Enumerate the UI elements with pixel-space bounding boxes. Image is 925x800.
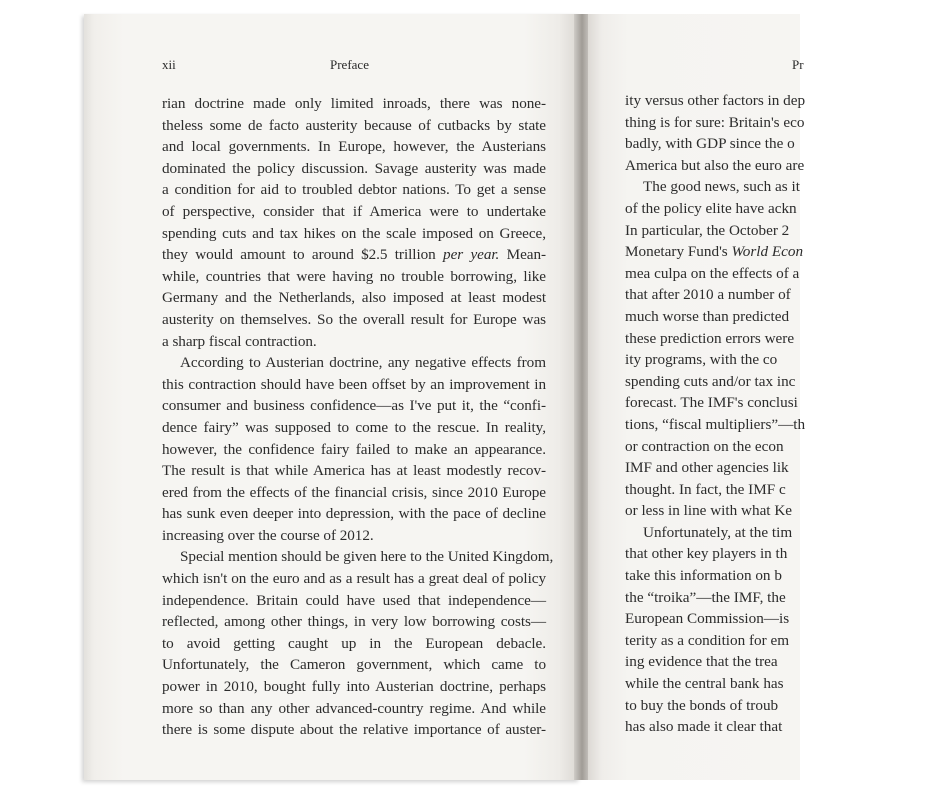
text-line: has also made it clear that bbox=[625, 718, 783, 736]
italic-text: per year. bbox=[443, 246, 500, 264]
text-line: spending cuts and/or tax inc bbox=[625, 372, 796, 390]
text-line: to avoid getting caught up in the European debacle. bbox=[162, 634, 546, 652]
text-line bbox=[162, 244, 546, 266]
text-line: independence. Britain could have used that independence— bbox=[162, 591, 546, 609]
text-line: theless some de facto austerity because of cutbacks by state bbox=[162, 116, 546, 134]
text-line: and local governments. In Europe, however, the Austerians bbox=[162, 138, 546, 156]
text-line: ity programs, with the co bbox=[625, 351, 778, 369]
text-line: According to Austerian doctrine, any negative effects from bbox=[180, 354, 546, 372]
text-line: increasing over the course of 2012. bbox=[162, 526, 374, 544]
text-line: that other key players in th bbox=[625, 545, 788, 563]
italic-text: World Econ bbox=[731, 243, 804, 261]
text-line: much worse than predicted bbox=[625, 307, 790, 325]
text-line: thing is for sure: Britain's eco bbox=[625, 113, 805, 131]
text-line: which isn't on the euro and as a result has a great deal of policy bbox=[162, 570, 546, 588]
text-line: America but also the euro are bbox=[625, 156, 805, 174]
running-head: Preface bbox=[330, 57, 369, 72]
text-segment: Mean- bbox=[499, 246, 546, 264]
text-segment: they would amount to around $2.5 trillion bbox=[162, 246, 444, 264]
text-line: mea culpa on the effects of a bbox=[625, 264, 800, 282]
text-line: there is some dispute about the relative importance of auster- bbox=[162, 721, 546, 739]
text-line: however, the confidence fairy failed to make an appearance. bbox=[162, 440, 546, 458]
text-line: while the central bank has bbox=[625, 675, 784, 693]
text-line: forecast. The IMF's conclusi bbox=[625, 394, 798, 412]
left-page bbox=[84, 14, 580, 780]
text-line: a condition for aid to troubled debtor nations. To get a sense bbox=[162, 181, 546, 199]
text-line: these prediction errors were bbox=[625, 329, 795, 347]
text-line: spending cuts and tax hikes on the scale imposed on Greece, bbox=[162, 224, 546, 242]
running-head-right: Pr bbox=[792, 57, 804, 72]
text-line: take this information on b bbox=[625, 567, 782, 585]
text-line: Unfortunately, at the tim bbox=[643, 523, 793, 541]
text-line: of the policy elite have ackn bbox=[625, 199, 797, 217]
text-line: a sharp fiscal contraction. bbox=[162, 332, 317, 350]
right-page bbox=[588, 14, 806, 780]
text-line: The result is that while America has at least modestly recov- bbox=[162, 462, 546, 480]
text-line: IMF and other agencies lik bbox=[625, 459, 789, 477]
text-line: while, countries that were having no trouble borrowing, like bbox=[162, 267, 546, 285]
left-page-body bbox=[162, 93, 554, 741]
text-line: has sunk even deeper into depression, with the pace of decline bbox=[162, 505, 546, 523]
right-page-body bbox=[625, 90, 925, 738]
text-line: dence fairy” was supposed to come to the rescue. In reality, bbox=[162, 418, 546, 436]
text-line: ity versus other factors in dep bbox=[625, 92, 806, 109]
text-line: badly, with GDP since the o bbox=[625, 135, 795, 153]
text-line: reflected, among other things, in very low borrowing costs— bbox=[162, 613, 546, 631]
page-number: xii bbox=[162, 57, 176, 72]
text-line: or less in line with what Ke bbox=[625, 502, 793, 520]
text-line: austerity on themselves. So the overall result for Europe was bbox=[162, 310, 546, 328]
text-line: The good news, such as it bbox=[643, 178, 800, 196]
text-line: that after 2010 a number of bbox=[625, 286, 791, 304]
open-book bbox=[84, 14, 806, 780]
text-segment: Monetary Fund's bbox=[625, 243, 732, 261]
text-line: tions, “fiscal multipliers”—th bbox=[625, 415, 806, 433]
text-line: power in 2010, bought fully into Austerian doctrine, perhaps bbox=[162, 678, 546, 696]
text-line: or contraction on the econ bbox=[625, 437, 784, 455]
text-line: Germany and the Netherlands, also imposed at least modest bbox=[162, 289, 546, 307]
text-line: thought. In fact, the IMF c bbox=[625, 480, 786, 498]
text-line: In particular, the October 2 bbox=[625, 221, 790, 239]
text-line: European Commission—is bbox=[625, 610, 790, 628]
text-line: of perspective, consider that if America were to undertake bbox=[162, 202, 546, 220]
text-line: Unfortunately, the Cameron government, which came to bbox=[162, 656, 546, 674]
text-line: to buy the bonds of troub bbox=[625, 696, 779, 714]
text-line: more so than any other advanced-country regime. And while bbox=[162, 699, 546, 717]
text-line: rian doctrine made only limited inroads, there was none- bbox=[162, 95, 546, 112]
text-line: consumer and business confidence—as I've put it, the “confi- bbox=[162, 397, 546, 415]
text-line: ing evidence that the trea bbox=[625, 653, 778, 671]
text-line: ered from the effects of the financial crisis, since 2010 Europe bbox=[162, 483, 546, 501]
text-line: this contraction should have been offset by an improvement in bbox=[162, 375, 546, 393]
text-line: the “troika”—the IMF, the bbox=[625, 588, 786, 606]
text-line: terity as a condition for em bbox=[625, 631, 790, 649]
text-line bbox=[625, 241, 925, 263]
text-line: dominated the policy discussion. Savage austerity was made bbox=[162, 159, 546, 177]
text-line: Special mention should be given here to the United Kingdom, bbox=[180, 548, 554, 566]
